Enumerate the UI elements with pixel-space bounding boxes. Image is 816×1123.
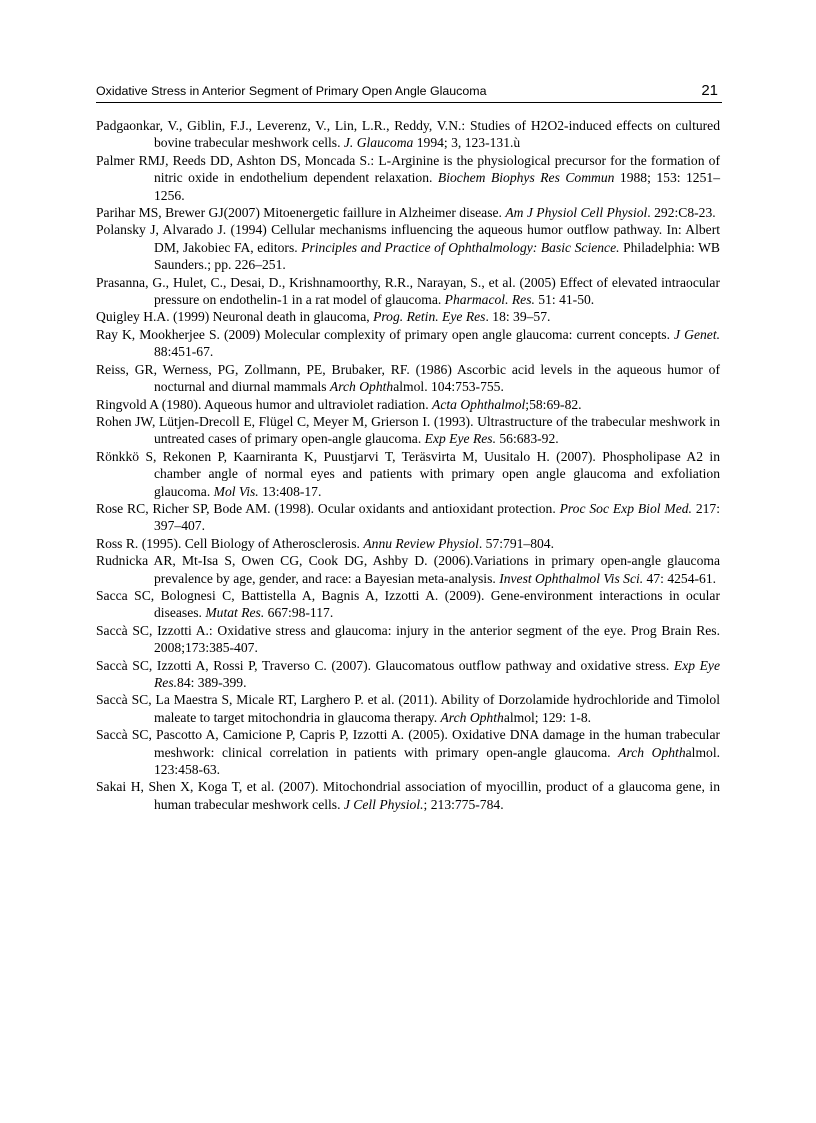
reference-text: Philadelphia: WB Saunders.; pp. 226–251. (154, 239, 720, 273)
running-header (96, 80, 722, 103)
reference-entry (96, 778, 720, 813)
reference-entry (96, 274, 720, 309)
reference-source-italic: Acta Ophthalmol (432, 396, 526, 412)
reference-source-italic: Mol Vis. (213, 483, 259, 499)
reference-text: Reiss, GR, Werness, PG, Zollmann, PE, Brubaker, RF. (1986) Ascorbic acid levels in the aqueous humor of nocturnal and diurnal mammals (96, 361, 720, 395)
reference-entry (96, 221, 720, 273)
reference-entry (96, 326, 720, 361)
reference-entry (96, 117, 720, 152)
reference-text: Rudnicka AR, Mt-Isa S, Owen CG, Cook DG, Ashby D. (2006).Variations in primary open-angle glaucoma prevalence by age, gender, and race: a Bayesian meta-analysis. (96, 553, 720, 586)
reference-entry (96, 622, 720, 657)
reference-text: 51: 41-50. (534, 292, 595, 308)
reference-text: Padgaonkar, V., Giblin, F.J., Leverenz, V., Lin, L.R., Reddy, V.N.: Studies of H2O2-induced effects on cultured bovine trabecular meshwork cells. (96, 118, 720, 151)
reference-source-italic: Arch Ophth (618, 744, 686, 760)
reference-entry (96, 657, 720, 692)
reference-source-italic: J. Glaucoma (343, 135, 414, 151)
reference-text: Polansky J, Alvarado J. (1994) Cellular mechanisms influencing the aqueous humor outflow pathway. In: Albert DM, Jakobiec FA, editors. (96, 222, 720, 255)
reference-source-italic: Principles and Practice of Ophthalmology: Basic Science. (301, 239, 620, 255)
reference-source-italic: Am J Physiol Cell Physiol (505, 205, 648, 221)
reference-entry (96, 726, 720, 778)
reference-text: Parihar MS, Brewer GJ(2007) Mitoenergetic faillure in Alzheimer disease. (96, 205, 506, 221)
reference-text: Saccà SC, La Maestra S, Micale RT, Larghero P. et al. (2011). Ability of Dorzolamide hydrochloride and Timolol maleate to target mitochondria in glaucoma therapy. (96, 692, 720, 725)
reference-entry (96, 396, 720, 413)
running-title: Oxidative Stress in Anterior Segment of Primary Open Angle Glaucoma (96, 84, 487, 98)
reference-source-italic: J Cell Physiol. (343, 796, 424, 812)
reference-text: almol. 123:458-63. (154, 744, 720, 778)
reference-text: Sakai H, Shen X, Koga T, et al. (2007). Mitochondrial association of myocillin, product of a glaucoma gene, in human trabecular meshwork cells. (96, 779, 720, 812)
reference-text: 88:451-67. (154, 344, 214, 360)
reference-text: 1988; 153: 1251–1256. (154, 170, 720, 203)
reference-text: Prasanna, G., Hulet, C., Desai, D., Krishnamoorthy, R.R., Narayan, S., et al. (2005) Effect of elevated intraocular pressure on endothelin-1 in a rat model of glaucoma. (96, 274, 720, 308)
reference-text: 217: 397–407. (154, 500, 720, 534)
reference-text: Rose RC, Richer SP, Bode AM. (1998). Ocular oxidants and antioxidant protection. (96, 500, 560, 516)
reference-source-italic: Exp Eye Res. (424, 431, 496, 447)
reference-entry (96, 448, 720, 500)
reference-source-italic: Annu Review Physiol (363, 535, 479, 551)
reference-text: 84: 389-399. (177, 675, 247, 690)
reference-list (96, 117, 720, 813)
reference-source-italic: Invest Ophthalmol Vis Sci. (499, 570, 644, 586)
reference-entry (96, 535, 720, 552)
reference-text: Saccà SC, Pascotto A, Camicione P, Capris P, Izzotti A. (2005). Oxidative DNA damage in the human trabecular meshwork: clinical correlation in patients with primary open-angle glaucoma. (96, 727, 720, 760)
reference-source-italic: Proc Soc Exp Biol Med. (559, 500, 692, 516)
reference-text: 667:98-117. (264, 605, 334, 621)
reference-source-italic: Prog. Retin. Eye Res (373, 309, 486, 325)
page-number: 21 (701, 82, 718, 99)
reference-text: almol; 129: 1-8. (503, 709, 592, 725)
reference-text: Rönkkö S, Rekonen P, Kaarniranta K, Puustjarvi T, Teräsvirta M, Uusitalo H. (2007). Phospholipase A2 in chamber angle of normal eyes and patients with primary open angle glaucoma and exfoliation glaucoma. (96, 448, 720, 499)
reference-entry (96, 413, 720, 448)
reference-entry (96, 500, 720, 535)
reference-source-italic: Exp Eye Res. (154, 657, 720, 690)
reference-text: 1994; 3, 123-131.ù (413, 135, 521, 151)
reference-source-italic: Mutat Res. (205, 605, 265, 621)
reference-entry (96, 204, 720, 221)
reference-text: Ross R. (1995). Cell Biology of Atherosclerosis. (96, 535, 364, 551)
reference-text: Ringvold A (1980). Aqueous humor and ultraviolet radiation. (96, 396, 433, 412)
reference-entry (96, 552, 720, 587)
reference-text: . 57:791–804. (478, 535, 555, 551)
reference-text: Sacca SC, Bolognesi C, Battistella A, Bagnis A, Izzotti A. (2009). Gene-environment interactions in ocular diseases. (96, 587, 720, 621)
reference-source-italic: Pharmacol. Res. (444, 292, 535, 308)
reference-text: 47: 4254-61. (643, 570, 717, 586)
reference-text: . 292:C8-23. (647, 205, 716, 221)
reference-text: 13:408-17. (258, 483, 322, 499)
reference-entry (96, 691, 720, 726)
reference-text: Saccà SC, Izzotti A, Rossi P, Traverso C. (2007). Glaucomatous outflow pathway and oxidative stress. (96, 657, 674, 673)
reference-entry (96, 152, 720, 204)
reference-text: . 18: 39–57. (485, 309, 551, 325)
reference-text: Ray K, Mookherjee S. (2009) Molecular complexity of primary open angle glaucoma: current concepts. (96, 326, 675, 342)
reference-text: Quigley H.A. (1999) Neuronal death in glaucoma, (96, 309, 374, 325)
reference-source-italic: Arch Ophth (329, 379, 394, 395)
reference-text: almol. 104:753-755. (393, 379, 504, 395)
reference-entry (96, 361, 720, 396)
reference-text: 56:683-92. (495, 431, 559, 447)
reference-text: ;58:69-82. (525, 396, 582, 412)
reference-text: Palmer RMJ, Reeds DD, Ashton DS, Moncada S.: L-Arginine is the physiological precursor for the formation of nitric oxide in endothelium dependent relaxation. (96, 152, 720, 186)
reference-entry (96, 587, 720, 622)
reference-source-italic: J Genet. (674, 326, 720, 342)
reference-text: Rohen JW, Lütjen-Drecoll E, Flügel C, Meyer M, Grierson I. (1993). Ultrastructure of the trabecular meshwork in untreated cases of primary open-angle glaucoma. (96, 413, 720, 447)
reference-text: Saccà SC, Izzotti A.: Oxidative stress and glaucoma: injury in the anterior segment of the eye. Prog Brain Res. 2008;173:385-407. (96, 622, 720, 656)
reference-source-italic: Biochem Biophys Res Commun (437, 170, 615, 186)
reference-text: ; 213:775-784. (423, 796, 504, 812)
reference-source-italic: Arch Ophth (440, 709, 504, 725)
reference-entry (96, 308, 720, 325)
